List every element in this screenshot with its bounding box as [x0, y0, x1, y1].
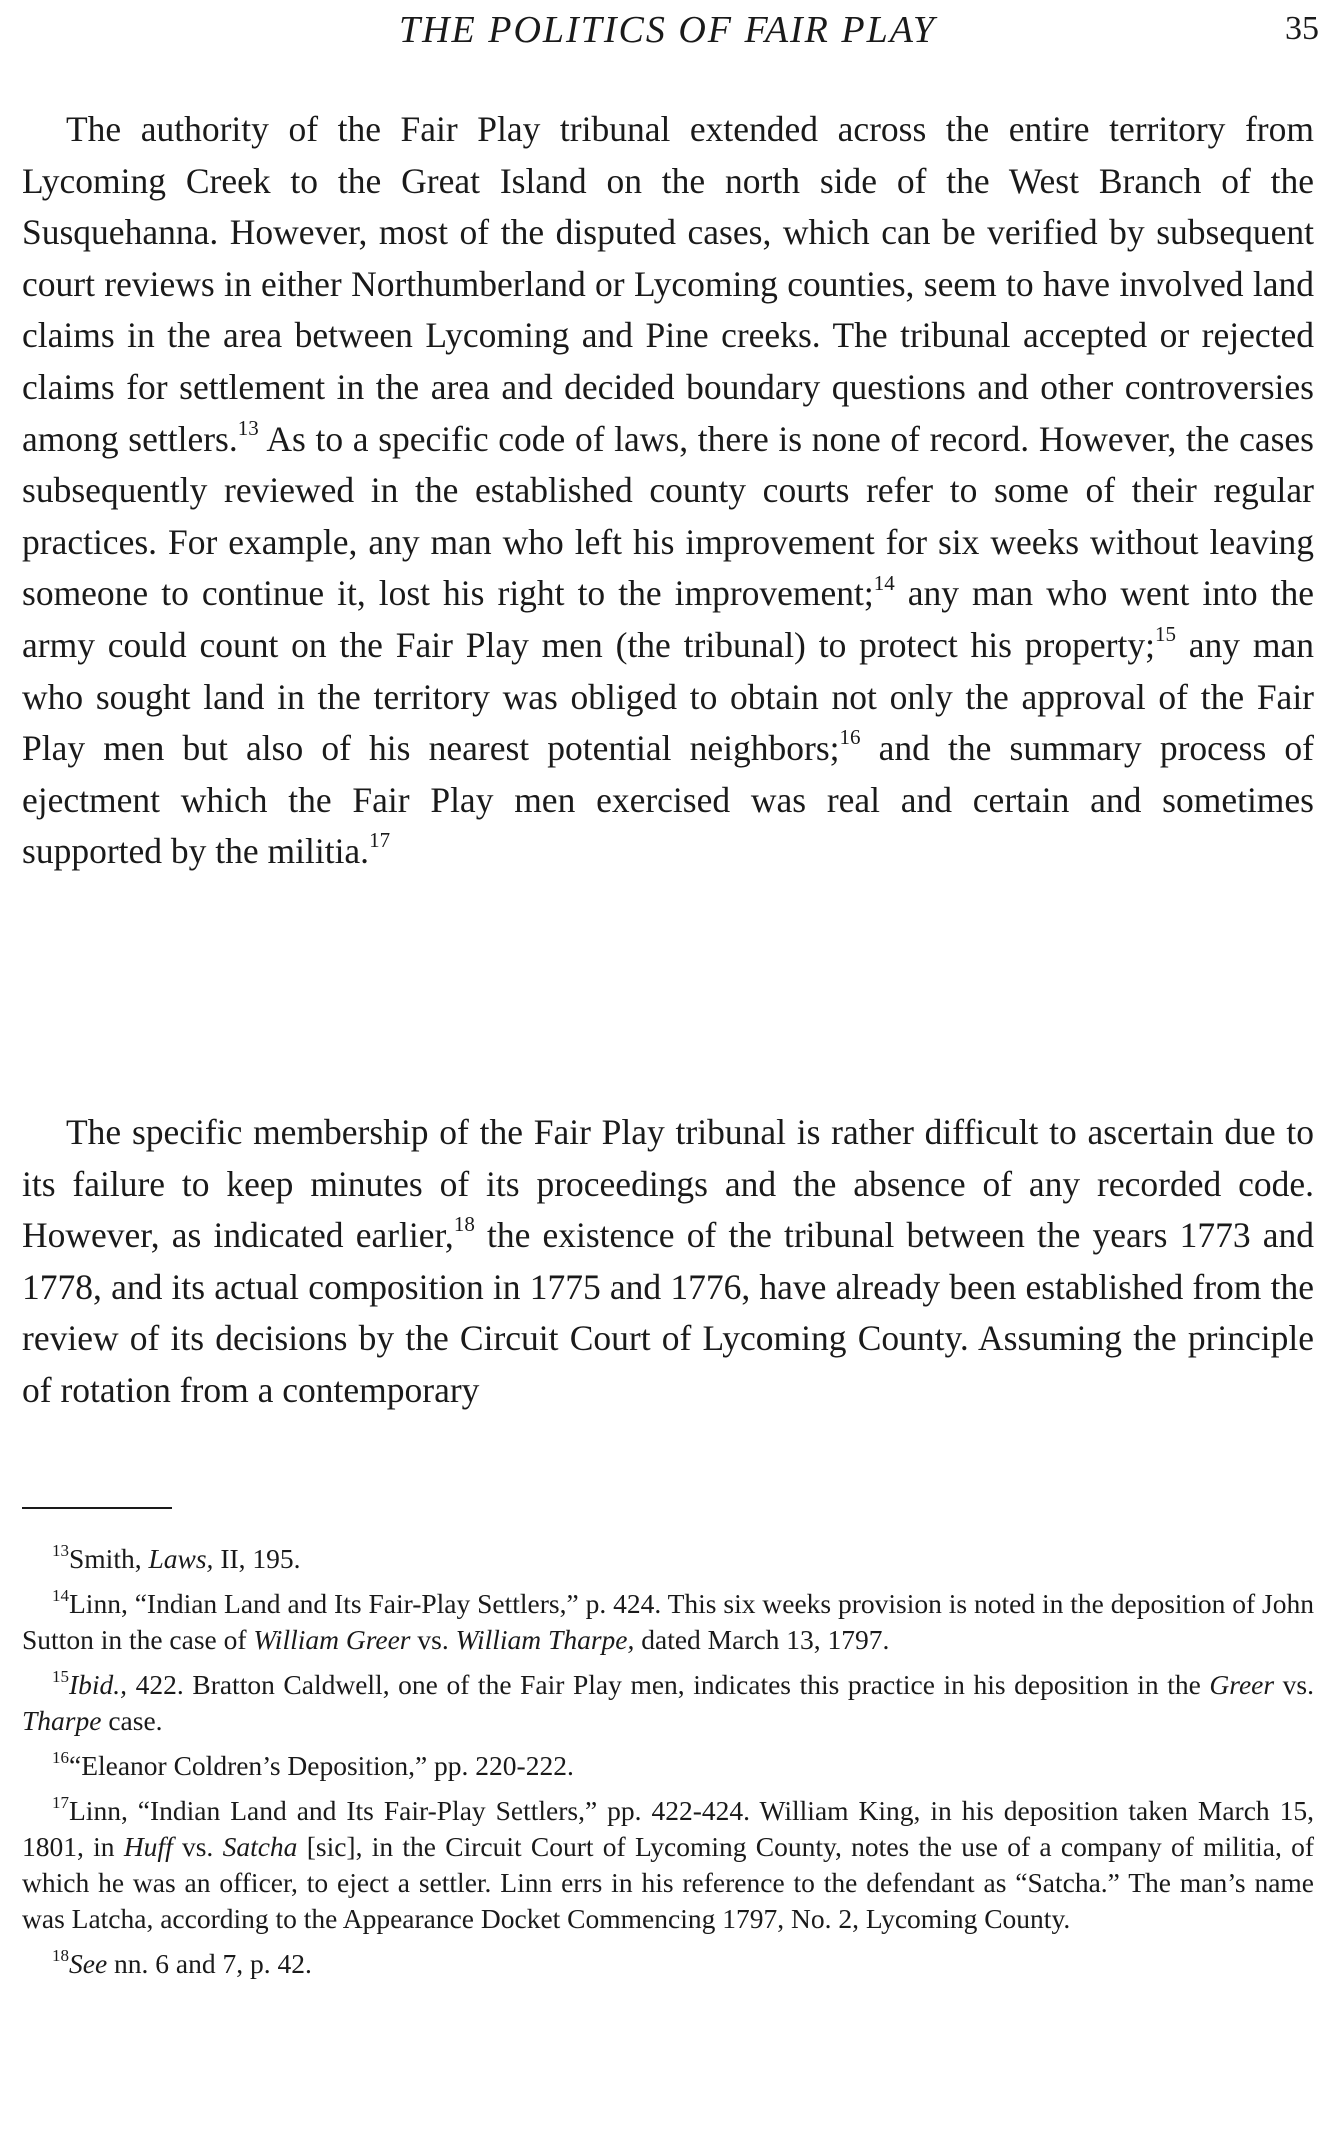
footnote-number: 16 — [52, 1747, 69, 1767]
footnote-italic: Ibid., — [69, 1669, 128, 1700]
paragraph-text: any man who went into the army could count on the Fair Play men (the tribunal) to protect his property; — [22, 573, 1314, 665]
footnote-italic: See — [69, 1948, 108, 1979]
footnote-number: 17 — [52, 1792, 69, 1812]
footnote-ref-13: 13 — [237, 415, 259, 440]
footnote-14 — [22, 1586, 1314, 1658]
footnote-text: dated March 13, 1797. — [634, 1624, 890, 1655]
footnote-italic: Laws, — [148, 1543, 214, 1574]
footnote-text: vs. — [1274, 1669, 1314, 1700]
footnote-text: case. — [101, 1705, 163, 1736]
footnote-text: Smith, — [69, 1543, 149, 1574]
footnote-italic: Greer — [1209, 1669, 1275, 1700]
footnote-16 — [22, 1748, 1314, 1784]
paragraph-text: The authority of the Fair Play tribunal extended across the entire territory from Lycoming Creek to the Great Island on the north side of the West Branch of the Susquehanna. However, most of the disputed cases, which can be verified by subsequent court reviews in either Northumberland or Lycoming counties, seem to have involved land claims in the area between Lycoming and Pine creeks. The tribunal accepted or rejected claims for settlement in the area and decided boundary questions and other controversies among settlers. — [22, 109, 1314, 459]
running-head — [0, 6, 1335, 56]
footnote-text: “Eleanor Coldren’s Deposition,” pp. 220-222. — [69, 1750, 574, 1781]
footnote-text: 422. Bratton Caldwell, one of the Fair Play men, indicates this practice in his deposition in the — [127, 1669, 1210, 1700]
footnote-text: Linn, “Indian Land and Its Fair-Play Settlers,” pp. 422-424. William King, in his deposition taken March 15, 1801, in — [22, 1795, 1314, 1862]
footnote-text: Linn, “Indian Land and Its Fair-Play Settlers,” p. 424. This six weeks provision is noted in the deposition of John Sutton in the case of — [22, 1588, 1314, 1655]
footnote-divider — [22, 1507, 172, 1509]
footnote-italic: Satcha — [222, 1831, 298, 1862]
footnote-ref-14: 14 — [873, 570, 895, 595]
footnote-13 — [22, 1541, 1314, 1577]
footnote-ref-15: 15 — [1154, 622, 1176, 647]
body-paragraph-2 — [22, 1107, 1314, 1417]
footnote-italic: William Greer — [253, 1624, 411, 1655]
footnote-number: 18 — [52, 1945, 69, 1965]
footnote-ref-18: 18 — [453, 1212, 475, 1237]
footnote-italic: Tharpe — [22, 1705, 102, 1736]
footnote-italic: Huff — [123, 1831, 173, 1862]
footnote-15 — [22, 1667, 1314, 1739]
paragraph-text: As to a specific code of laws, there is none of record. However, the cases subsequently reviewed in the established county courts refer to some of their regular practices. For example, any man who left his improvement for six weeks without leaving someone to continue it, lost his right to the improvement; — [22, 418, 1314, 614]
footnote-text: vs. — [172, 1831, 223, 1862]
footnote-17 — [22, 1793, 1314, 1937]
footnote-number: 13 — [52, 1540, 69, 1560]
paragraph-text: the existence of the tribunal between the years 1773 and 1778, and its actual composition in 1775 and 1776, have already been established from the review of its decisions by the Circuit Court of Lycoming County. Assuming the principle of rotation from a contemporary — [22, 1215, 1314, 1410]
footnote-text: [sic], in the Circuit Court of Lycoming County, notes the use of a company of militia, of which he was an officer, to eject a settler. Linn errs in his reference to the defendant as “Satcha.” The man’s name was Latcha, according to the Appearance Docket Commencing 1797, No. 2, Lycoming County. — [22, 1831, 1314, 1934]
footnote-text: II, 195. — [213, 1543, 301, 1574]
paragraph-text: The specific membership of the Fair Play tribunal is rather difficult to ascertain due to its failure to keep minutes of its proceedings and the absence of any recorded code. However, as indicated earlier, — [22, 1112, 1314, 1256]
footnote-text: nn. 6 and 7, p. 42. — [107, 1948, 312, 1979]
footnote-ref-16: 16 — [839, 725, 861, 750]
footnote-text: vs. — [410, 1624, 456, 1655]
body-paragraph-1 — [22, 104, 1314, 878]
footnote-18 — [22, 1946, 1314, 1982]
footnote-number: 15 — [52, 1666, 69, 1686]
footnote-italic: William Tharpe, — [455, 1624, 635, 1655]
running-title: THE POLITICS OF FAIR PLAY — [398, 9, 936, 51]
footnote-number: 14 — [52, 1585, 69, 1605]
paragraph-text: and the summary process of ejectment which the Fair Play men exercised was real and certain and sometimes supported by the militia. — [22, 728, 1314, 872]
paragraph-text: any man who sought land in the territory was obliged to obtain not only the approval of the Fair Play men but also of his nearest potential neighbors; — [22, 624, 1314, 769]
page-number: 35 — [1285, 10, 1319, 47]
footnotes — [22, 1541, 1314, 1991]
footnote-ref-17: 17 — [369, 828, 391, 853]
